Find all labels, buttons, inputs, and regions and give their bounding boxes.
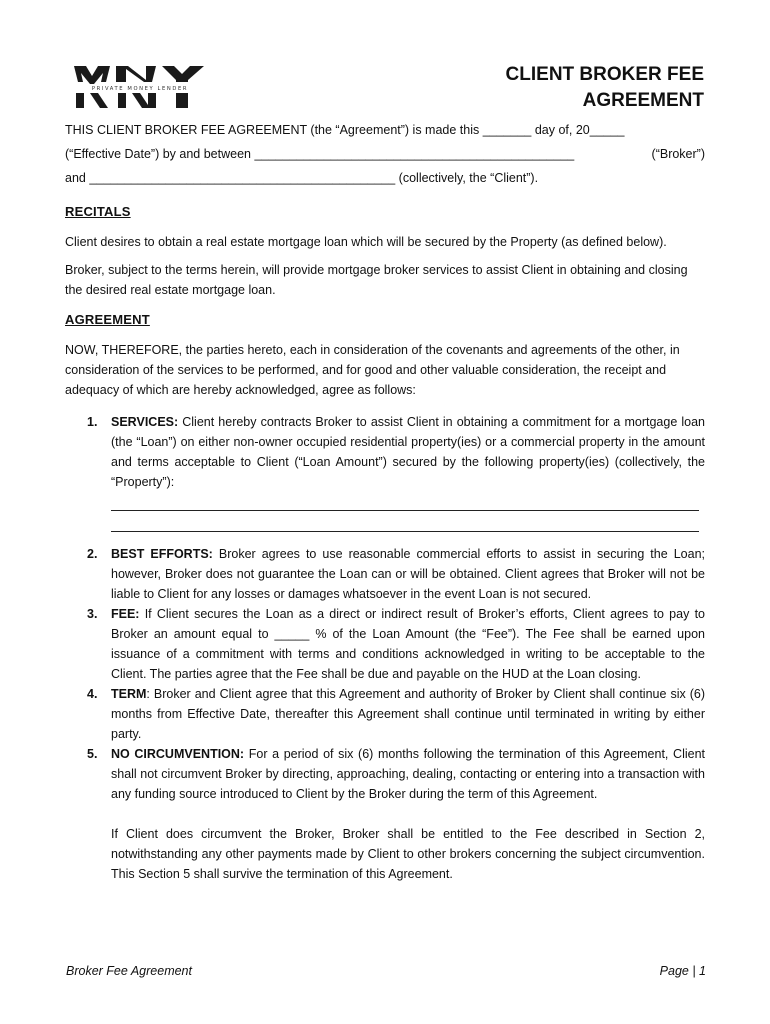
agreement-intro: NOW, THEREFORE, the parties hereto, each in consideration of the covenants and agreements of the other, in consideration of the services to be performed, and for good and other valuable consideration, the receipt and adequacy of which are hereby acknowledged, agree as follows:	[65, 343, 680, 397]
item-number: 3.	[87, 607, 98, 621]
property-blank-line-2	[111, 517, 699, 532]
property-blank-lines	[111, 492, 705, 544]
recitals-paragraph-2: Broker, subject to the terms herein, will provide mortgage broker services to assist Client in obtaining and closing the desired real estate mortgage loan.	[65, 263, 688, 297]
item-extra-paragraph: If Client does circumvent the Broker, Broker shall be entitled to the Fee described in Section 2, notwithstanding any other payments made by Client to other brokers concerning the subject circumvention. This Section 5 shall survive the termination of this Agreement.	[111, 827, 705, 881]
recitals-paragraph-1: Client desires to obtain a real estate mortgage loan which will be secured by the Property (as defined below).	[65, 235, 667, 249]
list-item-services	[65, 412, 705, 544]
item-body	[111, 604, 705, 684]
item-text: Client hereby contracts Broker to assist Client in obtaining a commitment for a mortgage loan (the “Loan”) on either non-owner occupied residential property(ies) or a commercial property in the amount and terms acceptable to Client (“Loan Amount”) secured by the following property(ies) (collectively, the “Property”):	[111, 415, 705, 489]
item-text: If Client secures the Loan as a direct or indirect result of Broker’s efforts, Client agrees to pay to Broker an amount equal to _____ % of the Loan Amount (the “Fee”). The Fee shall be earned upon issuance of a commitment with terms and conditions acknowledged in writing to be acceptable to the Client. The parties agree that the Fee shall be due and payable on the HUD at the Loan closing.	[111, 607, 705, 681]
agreement-heading: AGREEMENT	[65, 312, 150, 327]
item-title: SERVICES:	[111, 415, 179, 429]
item-body	[111, 544, 705, 604]
intro-line-2-left: (“Effective Date”) by and between ______________________________________________	[65, 147, 575, 161]
item-number: 5.	[87, 747, 98, 761]
item-number: 4.	[87, 687, 98, 701]
item-title: FEE:	[111, 607, 140, 621]
intro-line-1: THIS CLIENT BROKER FEE AGREEMENT (the “Agreement”) is made this _______ day of, 20_____	[65, 123, 625, 137]
footer-title: Broker Fee Agreement	[66, 964, 192, 978]
agreement-items	[65, 412, 705, 884]
item-title: BEST EFFORTS:	[111, 547, 213, 561]
svg-text:PRIVATE MONEY LENDER: PRIVATE MONEY LENDER	[91, 86, 189, 92]
intro-line-3: and ____________________________________________ (collectively, the “Client”).	[65, 171, 539, 185]
property-blank-line-1	[111, 496, 699, 511]
list-item-term	[65, 684, 705, 744]
paragraph-gap	[111, 804, 705, 824]
document-title	[506, 62, 704, 114]
page-footer	[66, 964, 706, 978]
item-number: 1.	[87, 415, 98, 429]
item-body	[111, 412, 705, 492]
item-title: TERM	[111, 687, 147, 701]
item-text: : Broker and Client agree that this Agreement and authority of Broker by Client shall continue six (6) months from Effective Date, thereafter this Agreement shall continue until terminated in writing by either party.	[111, 687, 705, 741]
list-item-best-efforts	[65, 544, 705, 604]
item-number: 2.	[87, 547, 98, 561]
item-body	[111, 744, 705, 804]
item-text: Broker agrees to use reasonable commercial efforts to assist in securing the Loan; however, Broker does not guarantee the Loan can or will be obtained. Client agrees that Broker will not be liable to Client for any losses or damages whatsoever in the event Loan is not secured.	[111, 547, 705, 601]
company-logo	[68, 62, 212, 112]
item-text: For a period of six (6) months following the termination of this Agreement, Client shall not circumvent Broker by directing, approaching, dealing, contacting or entering into a transaction with any funding source introduced to Client by the Broker during the term of this Agreement.	[111, 747, 705, 801]
item-title: NO CIRCUMVENTION:	[111, 747, 245, 761]
recitals-heading: RECITALS	[65, 204, 131, 219]
item-body	[111, 684, 705, 744]
list-item-fee	[65, 604, 705, 684]
page-number: Page | 1	[659, 964, 706, 978]
list-item-no-circumvention	[65, 744, 705, 884]
intro-line-2-right: (“Broker”)	[651, 147, 705, 161]
title-line-1: CLIENT BROKER FEE	[505, 64, 704, 85]
title-line-2: AGREEMENT	[582, 90, 704, 111]
document-body	[65, 120, 705, 884]
intro-line-2	[65, 144, 705, 164]
